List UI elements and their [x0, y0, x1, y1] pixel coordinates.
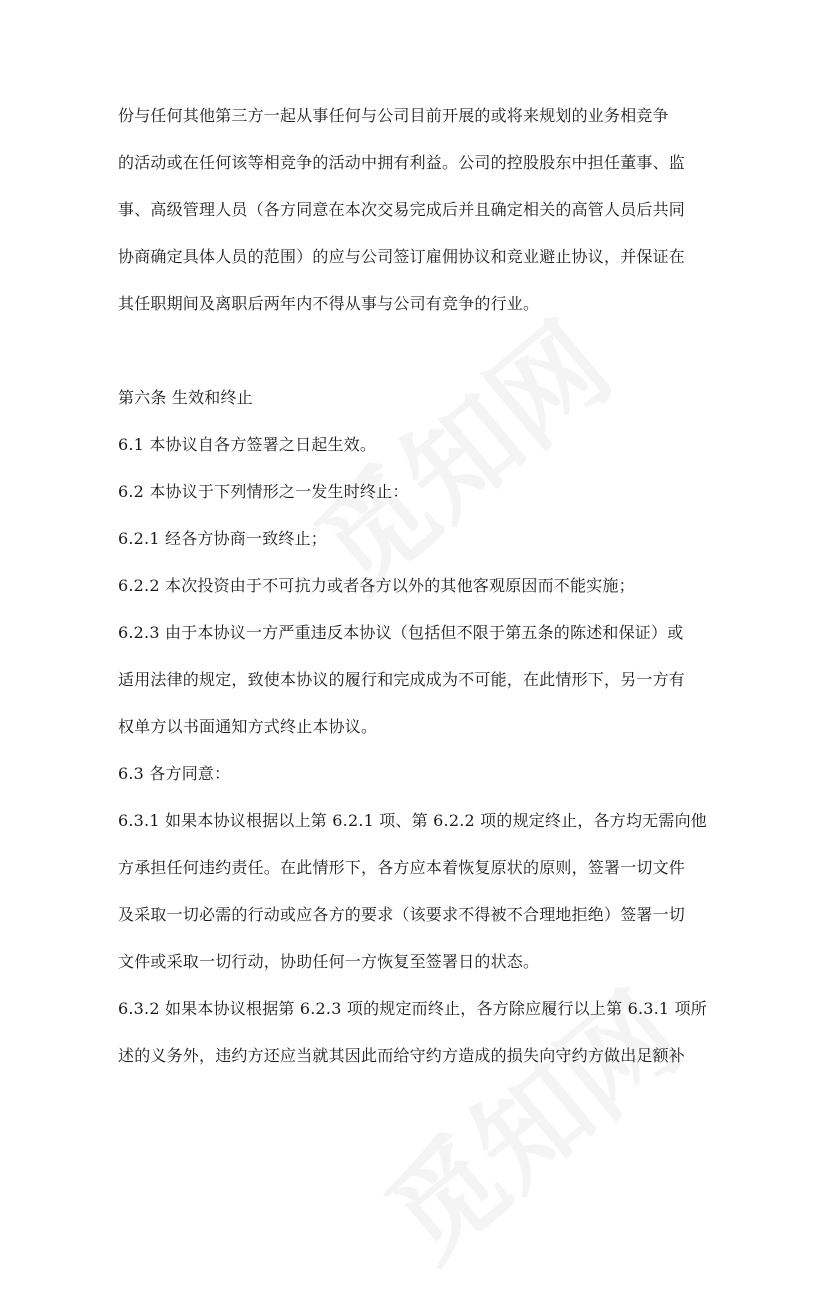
clause-line: 6.1 本协议自各方签署之日起生效。	[118, 435, 377, 454]
clause-line: 述的义务外，违约方还应当就其因此而给守约方造成的损失向守约方做出足额补	[118, 1046, 686, 1065]
clause-line: 6.3 各方同意：	[118, 764, 231, 783]
section-heading: 第六条 生效和终止	[118, 388, 253, 407]
clause-line: 6.2.1 经各方协商一致终止；	[118, 529, 327, 548]
clause-line: 6.2 本协议于下列情形之一发生时终止：	[118, 482, 409, 501]
paragraph-line: 份与任何其他第三方一起从事任何与公司目前开展的或将来规划的业务相竞争	[118, 106, 669, 125]
clause-line: 6.3.1 如果本协议根据以上第 6.2.1 项、第 6.2.2 项的规定终止，各方均无需向他	[118, 811, 707, 830]
clause-line: 方承担任何违约责任。在此情形下，各方应本着恢复原状的原则，签署一切文件	[118, 858, 686, 877]
clause-line: 权单方以书面通知方式终止本协议。	[118, 717, 378, 736]
clause-line: 及采取一切必需的行动或应各方的要求（该要求不得被不合理地拒绝）签署一切	[118, 905, 686, 924]
clause-line: 6.2.2 本次投资由于不可抗力或者各方以外的其他客观原因而不能实施；	[118, 576, 635, 595]
paragraph-line: 的活动或在任何该等相竞争的活动中拥有利益。公司的控股股东中担任董事、监	[118, 153, 686, 172]
clause-line: 6.3.2 如果本协议根据第 6.2.3 项的规定而终止，各方除应履行以上第 6.3.1 项所	[118, 999, 707, 1018]
paragraph-line: 事、高级管理人员（各方同意在本次交易完成后并且确定相关的高管人员后共同	[118, 200, 686, 219]
paragraph-line: 协商确定具体人员的范围）的应与公司签订雇佣协议和竞业避止协议，并保证在	[118, 247, 686, 266]
clause-line: 适用法律的规定，致使本协议的履行和完成成为不可能，在此情形下，另一方有	[118, 670, 686, 689]
clause-line: 文件或采取一切行动，协助任何一方恢复至签署日的状态。	[118, 952, 540, 971]
clause-line: 6.2.3 由于本协议一方严重违反本协议（包括但不限于第五条的陈述和保证）或	[118, 623, 684, 642]
paragraph-line: 其任职期间及离职后两年内不得从事与公司有竞争的行业。	[118, 294, 540, 313]
